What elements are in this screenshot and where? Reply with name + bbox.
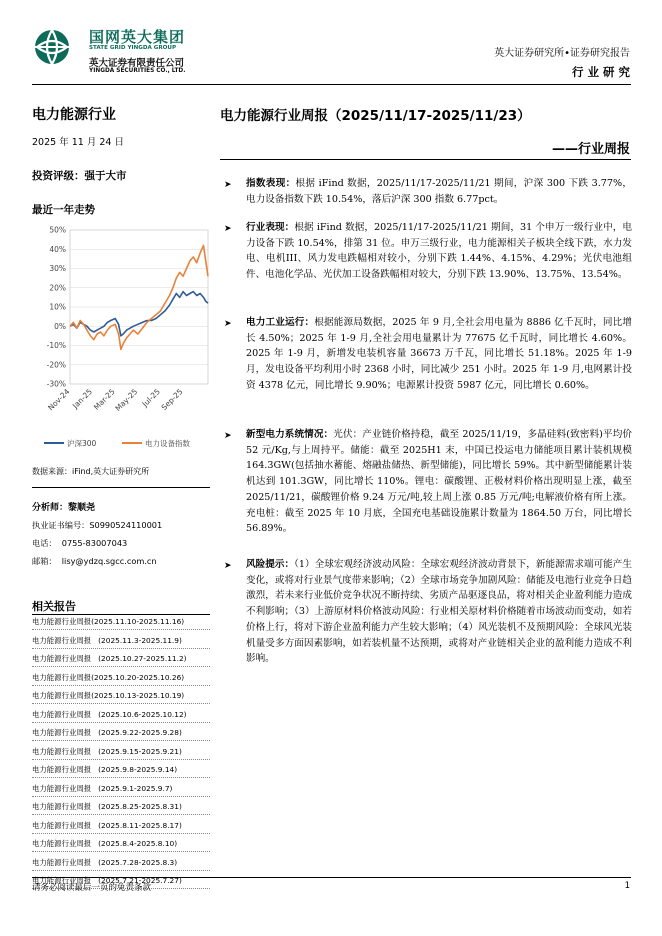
bullet-arrow-icon: ➤ xyxy=(224,319,232,329)
related-report-link[interactable]: 电力能源行业周报 (2025.9.1-2025.9.7) xyxy=(32,783,173,793)
page-number: 1 xyxy=(624,881,630,891)
related-report-link[interactable]: 电力能源行业周报 (2025.10.6-2025.10.12) xyxy=(32,709,187,719)
legend-label: 电力设备指数 xyxy=(145,439,190,448)
para-industry-performance xyxy=(220,220,632,283)
para-label: 行业表现： xyxy=(246,222,295,233)
y-tick-label: 40% xyxy=(49,244,66,254)
y-tick-label: -20% xyxy=(46,360,66,370)
series-line-power-equipment xyxy=(70,245,208,349)
globe-logo-icon xyxy=(32,27,72,67)
related-report-link[interactable]: 电力能源行业周报 (2025.9.22-2025.9.28) xyxy=(32,728,182,737)
related-report-link[interactable]: 电力能源行业周报(2025.10.20-2025.10.26) xyxy=(32,672,185,682)
related-report-separator xyxy=(32,814,210,815)
related-report-separator xyxy=(32,740,210,741)
bullet-arrow-icon: ➤ xyxy=(224,180,232,190)
related-report-separator xyxy=(32,851,210,852)
related-report-link[interactable]: 电力能源行业周报 (2025.7.28-2025.8.3) xyxy=(32,857,178,867)
logo-en: STATE GRID YINGDA GROUP xyxy=(89,45,177,51)
para-power-operation xyxy=(220,315,632,394)
para-index-performance xyxy=(220,176,632,207)
x-tick-label: Jan-25 xyxy=(70,387,95,411)
x-tick-label: May-25 xyxy=(113,387,140,413)
bullet-arrow-icon: ➤ xyxy=(224,561,232,571)
footer-divider xyxy=(32,877,631,878)
related-report-link[interactable]: 电力能源行业周报 (2025.8.11-2025.8.17) xyxy=(32,820,182,830)
para-text: 根据 iFind 数据，2025/11/17-2025/11/21 期间，沪深 300 下跌 3.77%，电力设备指数下跌 10.54%，落后沪深 300 指数 6.77pct。 xyxy=(246,178,633,205)
para-label: 风险提示： xyxy=(246,559,295,570)
related-report-separator xyxy=(32,666,210,667)
para-risk-warning xyxy=(220,557,632,667)
related-report-separator xyxy=(32,685,210,686)
para-label: 指数表现： xyxy=(246,178,296,189)
related-report-link[interactable]: 电力能源行业周报 (2025.10.27-2025.11.2) xyxy=(32,654,187,663)
related-report-separator xyxy=(32,777,210,778)
y-tick-label: -10% xyxy=(46,341,66,351)
analyst-name: 黎顺尧 xyxy=(68,503,96,513)
related-title: 相关报告 xyxy=(32,600,76,613)
related-report-separator xyxy=(32,759,210,760)
para-label: 新型电力系统情况： xyxy=(246,429,334,440)
para-text: 根据能源局数据，2025 年 9 月,全社会用电量为 8886 亿千瓦时，同比增长 4.50%；2025 年 1-9 月,全社会用电量累计为 77675 亿千瓦时，同比增长 4.60%。2025 年 1-9 月，新增发电装机容量 36673 万千瓦，同比增长 51.18%。2025 年 1-9 月，发电设备平均利用小时 2368 小时，同比减少 251 小时。2025 年 1-9 月,电网累计投资 4378 亿元，同比增长 9.90%；电源累计投资 5987 亿元，同比增长 0.60%。 xyxy=(246,317,632,391)
phone: 电话： 0755-83007043 xyxy=(32,538,128,548)
related-report-separator xyxy=(32,833,210,834)
report-category: 行 业 研 究 xyxy=(571,65,630,79)
y-tick-label: 0% xyxy=(54,321,66,331)
para-text: 光伏：产业链价格持稳，截至 2025/11/19，多晶硅料(致密料)平均价 52 元/Kg,与上周持平。储能：截至 2025H1 末，中国已投运电力储能项目累计装机规模 164.3GW(包括抽水蓄能、熔融盐储热、新型储能)，同比增长 59%。其中新型储能累计装机达到 101.3GW，同比增长 110%。锂电：碳酸锂、正极材料价格出现明显上涨，截至 2025/11/21，碳酸锂价格 9.24 万元/吨,较上周上涨 0.85 万元/吨;电解液价格有所上涨。充电桩：截至 2025 年 10 月底，全国充电基础设施累计数量为 1864.50 万台，同比增长 56.89%。 xyxy=(246,429,632,535)
legend-label: 沪深300 xyxy=(67,439,97,448)
report-subtitle: ——行业周报 xyxy=(551,142,630,157)
trend-title: 最近一年走势 xyxy=(32,204,95,216)
related-report-link[interactable]: 电力能源行业周报 (2025.9.8-2025.9.14) xyxy=(32,765,178,774)
report-title: 电力能源行业周报（2025/11/17-2025/11/23） xyxy=(220,108,531,124)
related-report-link[interactable]: 电力能源行业周报 (2025.7.21-2025.7.27) xyxy=(32,876,182,885)
footer-disclaimer: 请务必阅读最后一页的免责条款 xyxy=(32,883,152,893)
para-new-power-system xyxy=(220,427,632,537)
related-report-separator xyxy=(32,648,210,649)
y-tick-label: 50% xyxy=(49,225,66,235)
para-text: （1）全球宏观经济波动风险：全球宏观经济波动背景下，新能源需求端可能产生变化，或将对行业景气度带来影响；（2）全球市场竞争加剧风险：储能及电池行业竞争日趋激烈，若未来行业低价竞争状况不断持续、劣质产品驱逐良品，将对相关企业盈利能力造成不利影响；（3）上游原材料价格波动风险：行业相关原材料价格随着市场波动而变动，如若价格上行，将对下游企业盈利能力产生较大影响；（4）风光装机不及预期风险：全球风光装机量受多方面因素影响，如若装机量不达预期，或将对产业链相关企业的盈利能力造成不利影响。 xyxy=(246,559,632,665)
y-tick-label: 20% xyxy=(49,283,66,293)
sidebar-date: 2025 年 11 月 24 日 xyxy=(32,137,124,148)
related-report-link[interactable]: 电力能源行业周报 (2025.9.15-2025.9.21) xyxy=(32,746,182,756)
related-report-separator xyxy=(32,796,210,797)
related-report-separator xyxy=(32,703,210,704)
related-report-link[interactable]: 电力能源行业周报(2025.10.13-2025.10.19) xyxy=(32,691,185,700)
logo xyxy=(32,27,72,67)
related-report-link[interactable]: 电力能源行业周报 (2025.8.4-2025.8.10) xyxy=(32,839,178,848)
cert-number: 执业证书编号：S0990524110001 xyxy=(32,520,163,530)
analyst-label: 分析师： xyxy=(32,503,69,513)
chart-source: 数据来源：iFind,英大证券研究所 xyxy=(32,467,150,476)
related-report-separator xyxy=(32,629,210,630)
bullet-arrow-icon: ➤ xyxy=(224,224,232,234)
related-report-link[interactable]: 电力能源行业周报(2025.11.10-2025.11.16) xyxy=(32,617,185,626)
related-report-link[interactable]: 电力能源行业周报 (2025.8.25-2025.8.31) xyxy=(32,802,182,811)
email: 邮箱： lisy@ydzq.sgcc.com.cn xyxy=(32,556,157,566)
series-line-hs300 xyxy=(70,292,208,336)
x-tick-label: Jul-25 xyxy=(140,387,162,409)
related-report-separator xyxy=(32,870,210,871)
analyst-divider xyxy=(32,487,210,488)
logo-cn: 国网英大集团 xyxy=(89,28,186,46)
x-tick-label: Mar-25 xyxy=(91,387,117,412)
sidebar-industry: 电力能源行业 xyxy=(32,107,116,123)
rating: 投资评级：强于大市 xyxy=(32,170,127,182)
institute-label: 英大证券研究所•证券研究报告 xyxy=(494,48,630,59)
trend-chart xyxy=(30,222,215,454)
related-report-link[interactable]: 电力能源行业周报 (2025.11.3-2025.11.9) xyxy=(32,635,182,645)
y-tick-label: -30% xyxy=(46,379,66,389)
para-text: 根据 iFind 数据，2025/11/17-2025/11/21 期间，31 个申万一级行业中，电力设备下跌 10.54%，排第 31 位。申万三级行业，电力能源相关子板块全线下跌，水力发电、电机III、风力发电跌幅相对较小，分别下跌 1.44%、4.15%、4.29%；光伏电池组件、电池化学品、光伏加工设备跌幅相对较大，分别下跌 13.90%、13.75%、13.54%。 xyxy=(246,222,633,281)
company-cn: 英大证券有限责任公司 xyxy=(89,58,185,69)
related-report-separator xyxy=(32,722,210,723)
company-en: YINGDA SECURITIES CO., LTD. xyxy=(89,68,186,74)
y-tick-label: 10% xyxy=(49,302,66,312)
para-label: 电力工业运行： xyxy=(246,317,315,328)
related-divider xyxy=(32,614,210,615)
analyst xyxy=(32,500,95,513)
x-tick-label: Sep-25 xyxy=(159,387,185,413)
title-divider xyxy=(220,159,631,160)
bullet-arrow-icon: ➤ xyxy=(224,431,232,441)
x-tick-label: Nov-24 xyxy=(46,387,72,413)
y-tick-label: 30% xyxy=(49,264,66,274)
header-divider xyxy=(32,84,631,85)
